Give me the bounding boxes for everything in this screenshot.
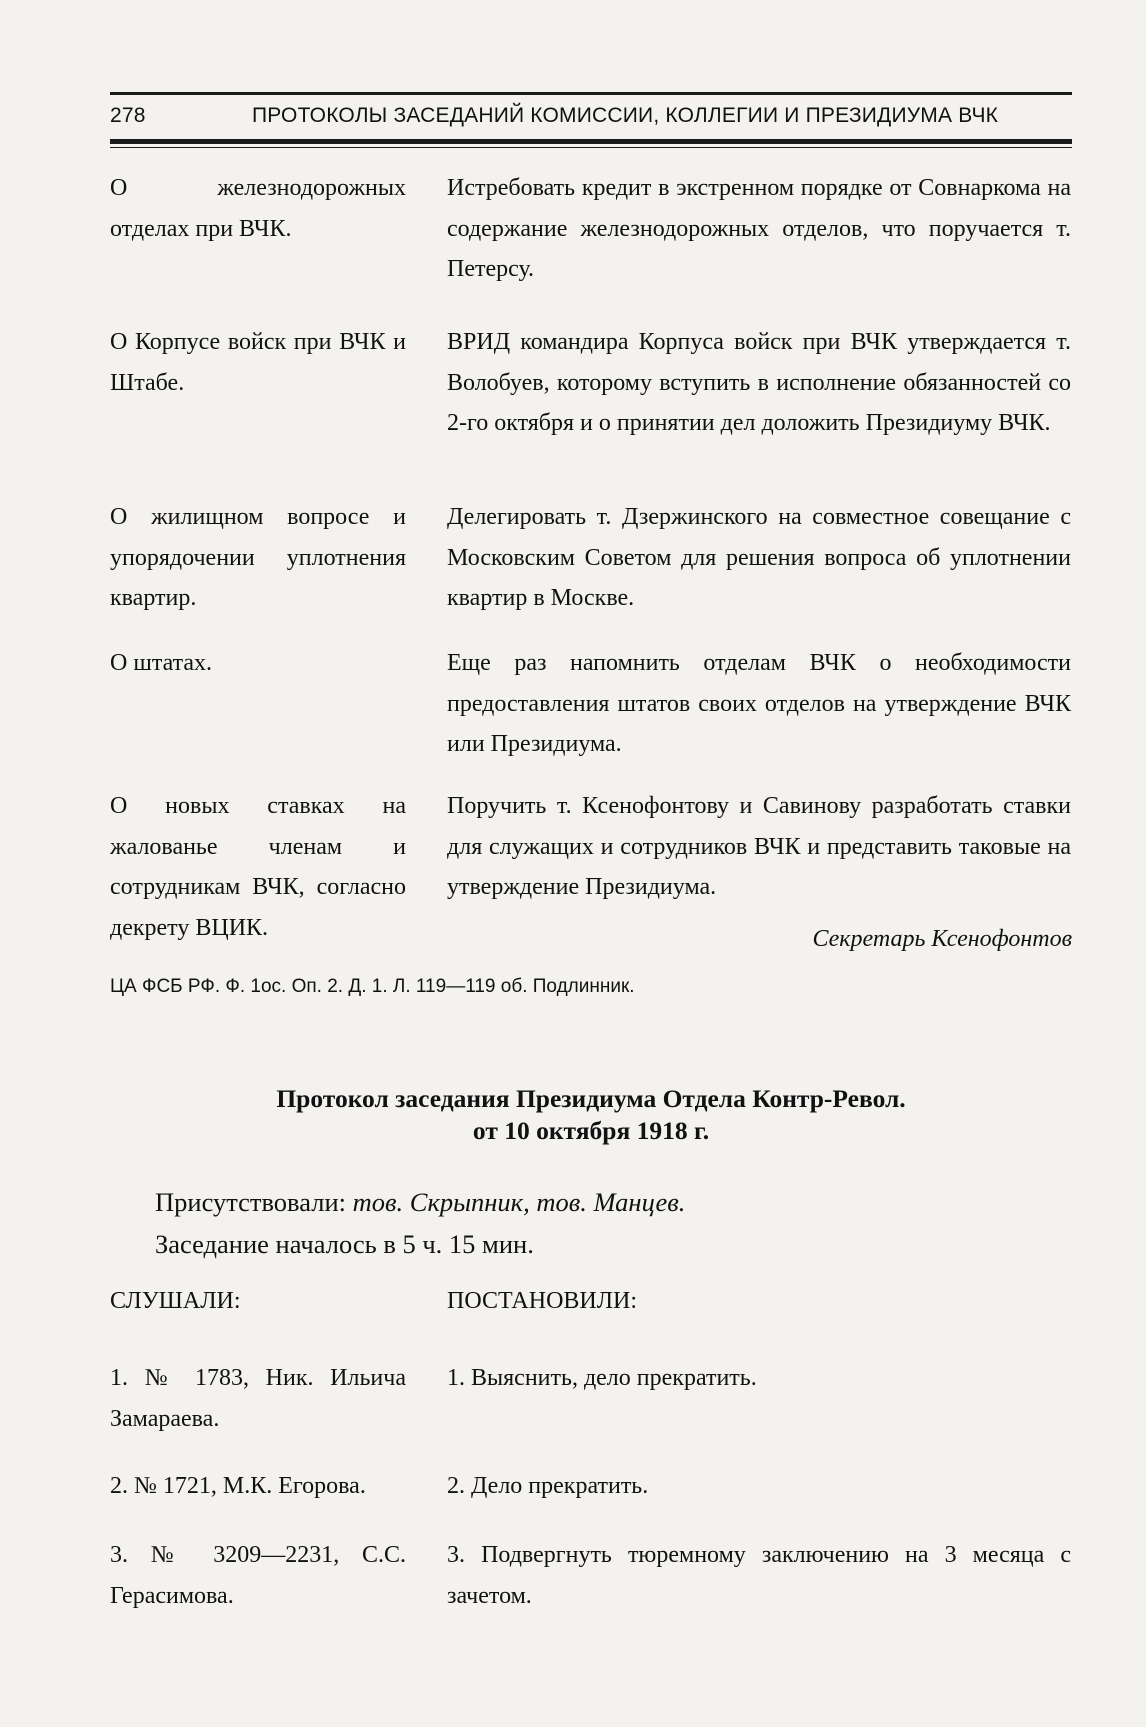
agenda-decision: Поручить т. Ксенофонтову и Савинову разработать ставки для служащих и сотрудников ВЧК и представить таковые на утверждение Президиума.: [447, 793, 1071, 900]
case-resolved: 3. Подвергнуть тюремному заключению на 3 месяца с зачетом.: [447, 1542, 1071, 1609]
protocol-title: [110, 1083, 1072, 1147]
running-title: ПРОТОКОЛЫ ЗАСЕДАНИЙ КОМИССИИ, КОЛЛЕГИИ И ПРЕЗИДИУМА ВЧК: [252, 104, 999, 127]
agenda-decision: Еще раз напомнить отделам ВЧК о необходимости предоставления штатов своих отделов на утверждение ВЧК или Президиума.: [447, 650, 1071, 757]
start-time: Заседание началось в 5 ч. 15 мин.: [155, 1229, 534, 1259]
present-label: Присутствовали:: [155, 1187, 353, 1217]
agenda-topic: О новых ставках на жалованье членам и сотрудникам ВЧК, согласно декрету ВЦИК.: [110, 793, 406, 941]
case-heard: 3. № 3209—2231, С.С. Герасимова.: [110, 1542, 406, 1609]
case-resolved: 1. Выяснить, дело прекратить.: [447, 1365, 757, 1391]
present-names: тов. Скрыпник, тов. Манцев.: [352, 1187, 686, 1217]
present-line: [155, 1181, 685, 1223]
case-heard: 1. № 1783, Ник. Ильича Замараева.: [110, 1365, 406, 1432]
case-heard: 2. № 1721, М.К. Егорова.: [110, 1473, 366, 1499]
running-header: [110, 104, 1072, 134]
protocol-date-line: от 10 октября 1918 г.: [472, 1116, 710, 1145]
agenda-decision: Делегировать т. Дзержинского на совместное совещание с Московским Советом для решения вопроса об уплотнении квартир в Москве.: [447, 504, 1071, 611]
agenda-decision: Истребовать кредит в экстренном порядке от Совнаркома на содержание железнодорожных отделов, что поручается т. Петерсу.: [447, 175, 1071, 282]
case-resolved: 2. Дело прекратить.: [447, 1473, 649, 1499]
protocol-title-line: Протокол заседания Президиума Отдела Контр-Револ.: [276, 1084, 906, 1113]
document-page: [110, 0, 1072, 1727]
header-bottom-rule-thin: [110, 147, 1072, 148]
agenda-topic: О штатах.: [110, 650, 213, 676]
header-bottom-rule-thick: [110, 139, 1072, 144]
attendance: [155, 1181, 685, 1265]
secretary-signature: Секретарь Ксенофонтов: [812, 926, 1072, 952]
page-number: 278: [110, 104, 146, 127]
header-top-rule: [110, 92, 1072, 95]
agenda-topic: О Корпусе войск при ВЧК и Штабе.: [110, 329, 406, 396]
heard-heading: СЛУШАЛИ:: [110, 1288, 241, 1314]
resolved-heading: ПОСТАНОВИЛИ:: [447, 1288, 638, 1314]
agenda-topic: О железнодорожных отделах при ВЧК.: [110, 175, 406, 242]
agenda-decision: ВРИД командира Корпуса войск при ВЧК утверждается т. Волобуев, которому вступить в исполнение обязанностей со 2-го октября и о принятии дел доложить Президиуму ВЧК.: [447, 329, 1071, 436]
archive-source: ЦА ФСБ РФ. Ф. 1ос. Оп. 2. Д. 1. Л. 119—119 об. Подлинник.: [110, 976, 635, 997]
agenda-topic: О жилищном вопросе и упорядочении уплотнения квартир.: [110, 504, 406, 611]
